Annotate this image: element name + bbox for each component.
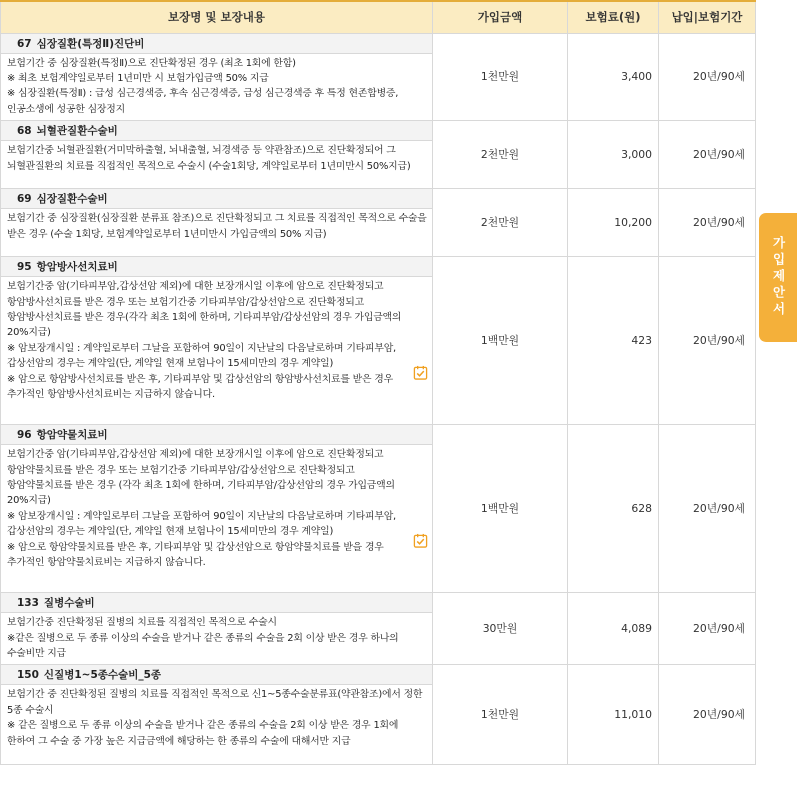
memo-check-icon[interactable] [413, 533, 428, 548]
coverage-name [1, 665, 433, 685]
coverage-number: 95 [17, 261, 32, 274]
coverage-name [1, 121, 433, 141]
coverage-period: 20년/90세 [659, 593, 756, 665]
description-line: 보험기간중 진단확정된 질병의 치료를 직접적인 목적으로 수술시 [7, 617, 277, 629]
coverage-description [1, 53, 433, 121]
coverage-premium: 3,400 [568, 33, 659, 121]
coverage-period: 20년/90세 [659, 257, 756, 425]
coverage-number: 133 [17, 597, 39, 610]
description-line: 보험기간 중 심장질환(특정Ⅱ)으로 진단확정된 경우 (최초 1회에 한함) [7, 57, 296, 69]
description-line: 보험기간 중 심장질환(심장질환 분류표 참조)으로 진단확정되고 그 치료를 직접적인 목적으로 수술을 받은 경우 (수술 1회당, 보험계약일로부터 1년미만시 가입금액의 50% 지급) [7, 213, 427, 240]
coverage-number: 67 [17, 37, 32, 50]
coverage-number: 150 [17, 669, 39, 682]
description-line: ※ 암보장개시일 : 계약일로부터 그날을 포함하여 90일이 지난날의 다음날로하며 기타피부암, 갑상선암의 경우는 계약일(단, 계약일 현재 보험나이 15세미만의 경우 계약일) [7, 342, 396, 370]
coverage-number: 68 [17, 125, 32, 138]
coverage-name [1, 257, 433, 277]
column-header-name: 보장명 및 보장내용 [1, 1, 433, 33]
coverage-title: 심장질환(특정Ⅱ)진단비 [36, 37, 145, 50]
coverage-premium: 3,000 [568, 121, 659, 189]
coverage-title: 뇌혈관질환수술비 [36, 125, 118, 138]
description-line: ※ 같은 질병으로 두 종류 이상의 수술을 받거나 같은 종류의 수술을 2회 이상 받은 경우 1회에 한하여 그 수술 중 가장 높은 지급금액에 해당하는 한 종류의 수술에 대해서만 지급 [7, 720, 399, 747]
description-line: 보험기간중 암(기타피부암,갑상선암 제외)에 대한 보장개시일 이후에 암으로 진단확정되고 항암약물치료를 받은 경우 또는 보험기간중 기타피부암/갑상선암으로 진단확정되고 항암약물치료를 받은 경우 (각각 최초 1회에 한하며, 기타피부암/갑상선암의 경우 가입금액의 20%지급) [7, 449, 395, 507]
coverage-amount: 30만원 [433, 593, 568, 665]
coverage-amount: 1백만원 [433, 425, 568, 593]
coverage-name-row [1, 189, 756, 209]
coverage-period: 20년/90세 [659, 121, 756, 189]
coverage-description [1, 277, 433, 425]
coverage-amount: 1백만원 [433, 257, 568, 425]
coverage-title: 항암방사선치료비 [36, 261, 118, 274]
coverage-period: 20년/90세 [659, 33, 756, 121]
side-tab-label: 가입제안서 [771, 236, 786, 319]
coverage-name-row [1, 425, 756, 445]
coverage-title: 신질병1~5종수술비_5종 [43, 669, 162, 682]
coverage-number: 69 [17, 193, 32, 206]
coverage-amount: 2천만원 [433, 121, 568, 189]
description-line: 보험기간중 뇌혈관질환(거미막하출혈, 뇌내출혈, 뇌경색증 등 약관참조)으로 진단확정되어 그 뇌혈관질환의 치료를 직접적인 목적으로 수술시 (수술1회당, 계약일로부터 1년미만시 50%지급) [7, 145, 411, 172]
coverage-amount: 1천만원 [433, 665, 568, 765]
coverage-amount: 2천만원 [433, 189, 568, 257]
description-line: ※같은 질병으로 두 종류 이상의 수술을 받거나 같은 종류의 수술을 2회 이상 받은 경우 하나의 수술비만 지급 [7, 632, 399, 659]
description-line: 보험기간중 암(기타피부암,갑상선암 제외)에 대한 보장개시일 이후에 암으로 진단확정되고 항암방사선치료를 받은 경우 또는 보험기간중 기타피부암/갑상선암으로 진단확정되고 항암방사선치료를 받은 경우(각각 최초 1회에 한하며, 기타피부암/갑상선암의 경우 가입금액의 20%지급) [7, 281, 402, 339]
coverage-period: 20년/90세 [659, 425, 756, 593]
column-header-period: 납입|보험기간 [659, 1, 756, 33]
column-header-amount: 가입금액 [433, 1, 568, 33]
coverage-premium: 423 [568, 257, 659, 425]
coverage-title: 심장질환수술비 [36, 193, 108, 206]
coverage-description [1, 209, 433, 257]
memo-check-icon[interactable] [413, 365, 428, 380]
coverage-name-row [1, 593, 756, 613]
coverage-name [1, 189, 433, 209]
coverage-title: 항암약물치료비 [36, 429, 108, 442]
coverage-description [1, 141, 433, 189]
coverage-period: 20년/90세 [659, 665, 756, 765]
coverage-description [1, 613, 433, 665]
table-header-row [1, 1, 756, 33]
coverage-description [1, 445, 433, 593]
coverage-name-row [1, 33, 756, 53]
coverage-premium: 628 [568, 425, 659, 593]
column-header-premium: 보험료(원) [568, 1, 659, 33]
coverage-amount: 1천만원 [433, 33, 568, 121]
coverage-premium: 4,089 [568, 593, 659, 665]
description-line: 보험기간 중 진단확정된 질병의 치료를 직접적인 목적으로 신1~5종수술분류표(약관참조)에서 정한 5종 수술시 [7, 689, 423, 716]
coverage-title: 질병수술비 [43, 597, 95, 610]
description-line: ※ 암으로 항암약물치료를 받은 후, 기타피부암 및 갑상선암으로 항암약물치료를 받을 경우 추가적인 항암약물치료비는 지급하지 않습니다. [7, 541, 384, 568]
description-line: ※ 심장질환(특정Ⅱ) : 급성 심근경색증, 후속 심근경색증, 급성 심근경색증 후 특정 현존합병증, 인공소생에 성공한 심장정지 [7, 88, 399, 115]
coverage-premium: 10,200 [568, 189, 659, 257]
coverage-description [1, 685, 433, 765]
description-line: ※ 암보장개시일 : 계약일로부터 그날을 포함하여 90일이 지난날의 다음날로하며 기타피부암, 갑상선암의 경우는 계약일(단, 계약일 현재 보험나이 15세미만의 경우 계약일) [7, 510, 396, 538]
coverage-name [1, 593, 433, 613]
coverage-number: 96 [17, 429, 32, 442]
coverage-name-row [1, 121, 756, 141]
coverage-name-row [1, 257, 756, 277]
proposal-side-tab[interactable] [759, 213, 797, 342]
coverage-name [1, 33, 433, 53]
coverage-name-row [1, 665, 756, 685]
description-line: ※ 암으로 항암방사선치료를 받은 후, 기타피부암 및 갑상선암의 항암방사선치료를 받은 경우 추가적인 항암방사선치료비는 지급하지 않습니다. [7, 373, 393, 400]
coverage-period: 20년/90세 [659, 189, 756, 257]
description-line: ※ 최초 보험계약일로부터 1년미만 시 보험가입금액 50% 지급 [7, 72, 269, 84]
coverage-premium: 11,010 [568, 665, 659, 765]
coverage-name [1, 425, 433, 445]
